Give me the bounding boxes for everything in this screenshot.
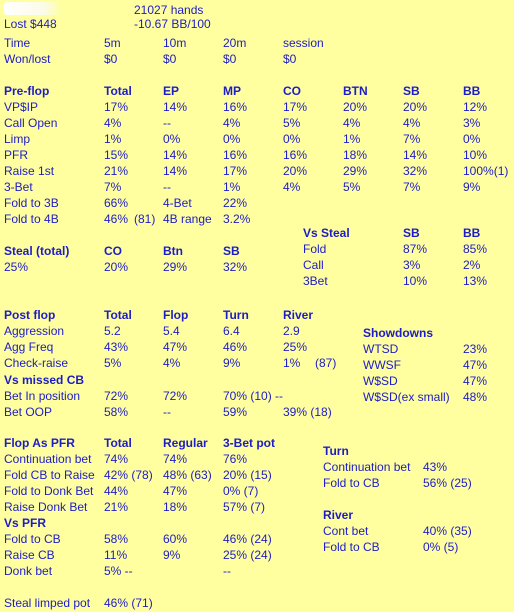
vs-pfr-row-cell: 46% (24): [223, 532, 272, 546]
won-session: $0: [283, 52, 297, 66]
flop-pfr-row-cell: 42% (78): [104, 468, 153, 482]
preflop-row-cell: 4%: [104, 116, 122, 130]
preflop-row-cell: 7%: [403, 132, 421, 146]
preflop-row-cell: 17%: [223, 164, 248, 178]
vs-steal-row-cell: Call: [303, 258, 324, 272]
won-lost-label: Won/lost: [4, 52, 51, 66]
vs-steal-row-cell: 10%: [403, 274, 428, 288]
won-10m: $0: [163, 52, 177, 66]
preflop-row-cell: 4%: [223, 116, 241, 130]
flop-pfr-row-cell: 57% (7): [223, 500, 266, 514]
showdowns-row-cell: 23%: [463, 342, 488, 356]
preflop-row-cell: 14%: [163, 164, 188, 178]
vs-steal-row-cell: 3%: [403, 258, 421, 272]
vs-pfr-row-cell: Raise CB: [4, 548, 55, 562]
vs-pfr-row-cell: Fold to CB: [4, 532, 61, 546]
preflop-row-cell: 100%(1): [463, 164, 509, 178]
vs-pfr-title: Vs PFR: [4, 516, 47, 530]
vs-pfr-row-cell: 11%: [104, 548, 128, 562]
preflop-row-cell: 0%: [163, 132, 181, 146]
4b-range-value: 3.2%: [223, 212, 251, 226]
time-10m: 10m: [163, 36, 187, 50]
preflop-row-cell: 18%: [343, 148, 368, 162]
time-20m: 20m: [223, 36, 247, 50]
lost-amount: Lost $448: [4, 17, 57, 31]
4bet-value: 22%: [223, 196, 248, 210]
flop-pfr-row-cell: 20% (15): [223, 468, 272, 482]
preflop-row-cell: PFR: [4, 148, 28, 162]
agg-freq-label: Agg Freq: [4, 340, 54, 354]
aggression-river: 2.9: [283, 324, 300, 338]
check-raise-label: Check-raise: [4, 356, 69, 370]
preflop-row-cell: 0%: [463, 132, 481, 146]
preflop-row-cell: 9%: [463, 180, 481, 194]
fold-3b-label: Fold to 3B: [4, 196, 59, 210]
redacted-player-name: [4, 2, 62, 15]
steal-co-value: 20%: [104, 260, 129, 274]
flop-pfr-row-cell: 74%: [104, 452, 129, 466]
preflop-row-cell: VP$IP: [4, 100, 39, 114]
preflop-row-cell: 7%: [104, 180, 122, 194]
vs-missed-cb-title: Vs missed CB: [4, 373, 85, 387]
fold-4b-value: 46%: [104, 212, 129, 226]
steal-sb-value: 32%: [223, 260, 248, 274]
vs-steal-row-cell: 85%: [463, 242, 488, 256]
showdowns-row-cell: WWSF: [363, 358, 401, 372]
vs-pfr-row-cell: 5% --: [104, 564, 133, 578]
steal-btn-header: Btn: [163, 244, 183, 258]
preflop-row-cell: 16%: [223, 100, 248, 114]
time-label: Time: [4, 36, 31, 50]
preflop-header: BB: [463, 84, 481, 98]
preflop-row-cell: 21%: [104, 164, 129, 178]
preflop-row-cell: 17%: [104, 100, 129, 114]
flop-pfr-row-cell: 76%: [223, 452, 248, 466]
steal-limped-label: Steal limped pot: [4, 596, 91, 610]
vs-pfr-row-cell: 60%: [163, 532, 188, 546]
bet-ip-turn: 70% (10) --: [223, 389, 284, 403]
vs-steal-row-cell: 2%: [463, 258, 481, 272]
preflop-header: SB: [403, 84, 420, 98]
flop-pfr-row-cell: Fold to Donk Bet: [4, 484, 94, 498]
preflop-row-cell: 10%: [463, 148, 488, 162]
vs-steal-bb-header: BB: [463, 226, 481, 240]
preflop-row-cell: 4%: [403, 116, 421, 130]
postflop-flop-header: Flop: [163, 308, 189, 322]
preflop-row-cell: 4%: [343, 116, 361, 130]
fold-4b-count: (81): [134, 212, 156, 226]
flop-pfr-row-cell: Raise Donk Bet: [4, 500, 88, 514]
agg-freq-turn: 46%: [223, 340, 248, 354]
bet-ip-total: 72%: [104, 389, 129, 403]
showdowns-title: Showdowns: [363, 326, 433, 340]
preflop-row-cell: 1%: [343, 132, 361, 146]
preflop-header: Pre-flop: [4, 84, 50, 98]
turn-cb-value: 43%: [423, 460, 448, 474]
vs-steal-row-cell: Fold: [303, 242, 327, 256]
preflop-row-cell: 20%: [283, 164, 308, 178]
preflop-header: CO: [283, 84, 301, 98]
preflop-header: BTN: [343, 84, 368, 98]
4bet-label: 4-Bet: [163, 196, 192, 210]
bet-oop-flop: --: [163, 405, 171, 419]
showdowns-row-cell: 47%: [463, 374, 488, 388]
steal-btn-value: 29%: [163, 260, 188, 274]
check-raise-river: 1%: [283, 356, 301, 370]
aggression-turn: 6.4: [223, 324, 240, 338]
vs-pfr-row-cell: --: [223, 564, 231, 578]
bet-oop-turn: 59%: [223, 405, 248, 419]
showdowns-row-cell: W$SD(ex small): [363, 390, 450, 404]
agg-freq-river: 25%: [283, 340, 308, 354]
preflop-row-cell: 1%: [223, 180, 241, 194]
preflop-row-cell: Call Open: [4, 116, 58, 130]
preflop-row-cell: 20%: [403, 100, 428, 114]
flop-pfr-total-header: Total: [104, 436, 132, 450]
postflop-total-header: Total: [104, 308, 132, 322]
preflop-row-cell: 17%: [283, 100, 308, 114]
river-cb-label: Cont bet: [323, 524, 369, 538]
preflop-row-cell: Limp: [4, 132, 31, 146]
bet-ip-label: Bet In position: [4, 389, 81, 403]
postflop-title: Post flop: [4, 308, 56, 322]
postflop-turn-header: Turn: [223, 308, 249, 322]
turn-fold-cb-value: 56% (25): [423, 476, 472, 490]
preflop-row-cell: 0%: [223, 132, 241, 146]
bet-oop-total: 58%: [104, 405, 129, 419]
preflop-row-cell: 1%: [104, 132, 122, 146]
preflop-row-cell: 0%: [283, 132, 301, 146]
preflop-row-cell: 29%: [343, 164, 368, 178]
turn-cb-label: Continuation bet: [323, 460, 411, 474]
vs-steal-sb-header: SB: [403, 226, 420, 240]
aggression-total: 5.2: [104, 324, 121, 338]
preflop-row-cell: --: [163, 116, 171, 130]
time-5m: 5m: [104, 36, 121, 50]
showdowns-row-cell: 48%: [463, 390, 488, 404]
flop-pfr-row-cell: 18%: [163, 500, 188, 514]
preflop-row-cell: 16%: [223, 148, 248, 162]
flop-pfr-row-cell: 21%: [104, 500, 129, 514]
preflop-header: Total: [104, 84, 132, 98]
vs-pfr-row-cell: 25% (24): [223, 548, 272, 562]
check-raise-flop: 4%: [163, 356, 181, 370]
steal-limped-value: 46% (71): [104, 596, 153, 610]
bet-ip-flop: 72%: [163, 389, 188, 403]
preflop-row-cell: 32%: [403, 164, 428, 178]
vs-pfr-row-cell: 9%: [163, 548, 181, 562]
bet-oop-label: Bet OOP: [4, 405, 53, 419]
showdowns-row-cell: WTSD: [363, 342, 399, 356]
preflop-row-cell: 7%: [403, 180, 421, 194]
check-raise-total: 5%: [104, 356, 122, 370]
showdowns-row-cell: W$SD: [363, 374, 398, 388]
steal-total-title: Steal (total): [4, 244, 70, 258]
preflop-row-cell: --: [163, 180, 171, 194]
preflop-row-cell: 14%: [403, 148, 428, 162]
flop-pfr-row-cell: 44%: [104, 484, 129, 498]
preflop-row-cell: 3%: [463, 116, 481, 130]
vs-pfr-row-cell: 58%: [104, 532, 129, 546]
preflop-row-cell: 4%: [283, 180, 301, 194]
river-cb-value: 40% (35): [423, 524, 472, 538]
steal-total-value: 25%: [4, 260, 29, 274]
bet-oop-river: 39% (18): [283, 405, 332, 419]
preflop-row-cell: Raise 1st: [4, 164, 55, 178]
preflop-header: EP: [163, 84, 180, 98]
preflop-row-cell: 3-Bet: [4, 180, 33, 194]
river-fold-cb-value: 0% (5): [423, 540, 459, 554]
4b-range-label: 4B range: [163, 212, 212, 226]
vs-steal-row-cell: 3Bet: [303, 274, 328, 288]
preflop-row-cell: 14%: [163, 100, 188, 114]
flop-pfr-row-cell: 74%: [163, 452, 188, 466]
agg-freq-flop: 47%: [163, 340, 188, 354]
flop-pfr-row-cell: 48% (63): [163, 468, 212, 482]
showdowns-row-cell: 47%: [463, 358, 488, 372]
flop-pfr-row-cell: 0% (7): [223, 484, 259, 498]
flop-pfr-row-cell: Continuation bet: [4, 452, 92, 466]
preflop-row-cell: 14%: [163, 148, 188, 162]
vs-pfr-row-cell: Donk bet: [4, 564, 53, 578]
preflop-header: MP: [223, 84, 241, 98]
preflop-row-cell: 16%: [283, 148, 308, 162]
turn-title: Turn: [323, 444, 349, 458]
flop-pfr-title: Flop As PFR: [4, 436, 75, 450]
vs-steal-row-cell: 87%: [403, 242, 428, 256]
preflop-row-cell: 5%: [283, 116, 301, 130]
vs-steal-row-cell: 13%: [463, 274, 488, 288]
flop-pfr-row-cell: Fold CB to Raise: [4, 468, 95, 482]
time-session: session: [283, 36, 324, 50]
aggression-flop: 5.4: [163, 324, 180, 338]
turn-fold-cb-label: Fold to CB: [323, 476, 380, 490]
preflop-row-cell: 20%: [343, 100, 368, 114]
fold-4b-label: Fold to 4B: [4, 212, 59, 226]
aggression-label: Aggression: [4, 324, 65, 338]
won-5m: $0: [104, 52, 118, 66]
river-title: River: [323, 508, 354, 522]
steal-sb-header: SB: [223, 244, 240, 258]
won-20m: $0: [223, 52, 237, 66]
steal-co-header: CO: [104, 244, 122, 258]
flop-pfr-3bet-header: 3-Bet pot: [223, 436, 275, 450]
river-fold-cb-label: Fold to CB: [323, 540, 380, 554]
postflop-river-header: River: [283, 308, 314, 322]
fold-3b-value: 66%: [104, 196, 129, 210]
flop-pfr-row-cell: 47%: [163, 484, 188, 498]
preflop-row-cell: 5%: [343, 180, 361, 194]
hands-count: 21027 hands: [134, 3, 204, 17]
agg-freq-total: 43%: [104, 340, 129, 354]
check-raise-turn: 9%: [223, 356, 241, 370]
bb-rate: -10.67 BB/100: [134, 17, 211, 31]
flop-pfr-regular-header: Regular: [163, 436, 208, 450]
check-raise-count: (87): [315, 356, 337, 370]
vs-steal-title: Vs Steal: [303, 226, 350, 240]
preflop-row-cell: 15%: [104, 148, 129, 162]
preflop-row-cell: 12%: [463, 100, 488, 114]
